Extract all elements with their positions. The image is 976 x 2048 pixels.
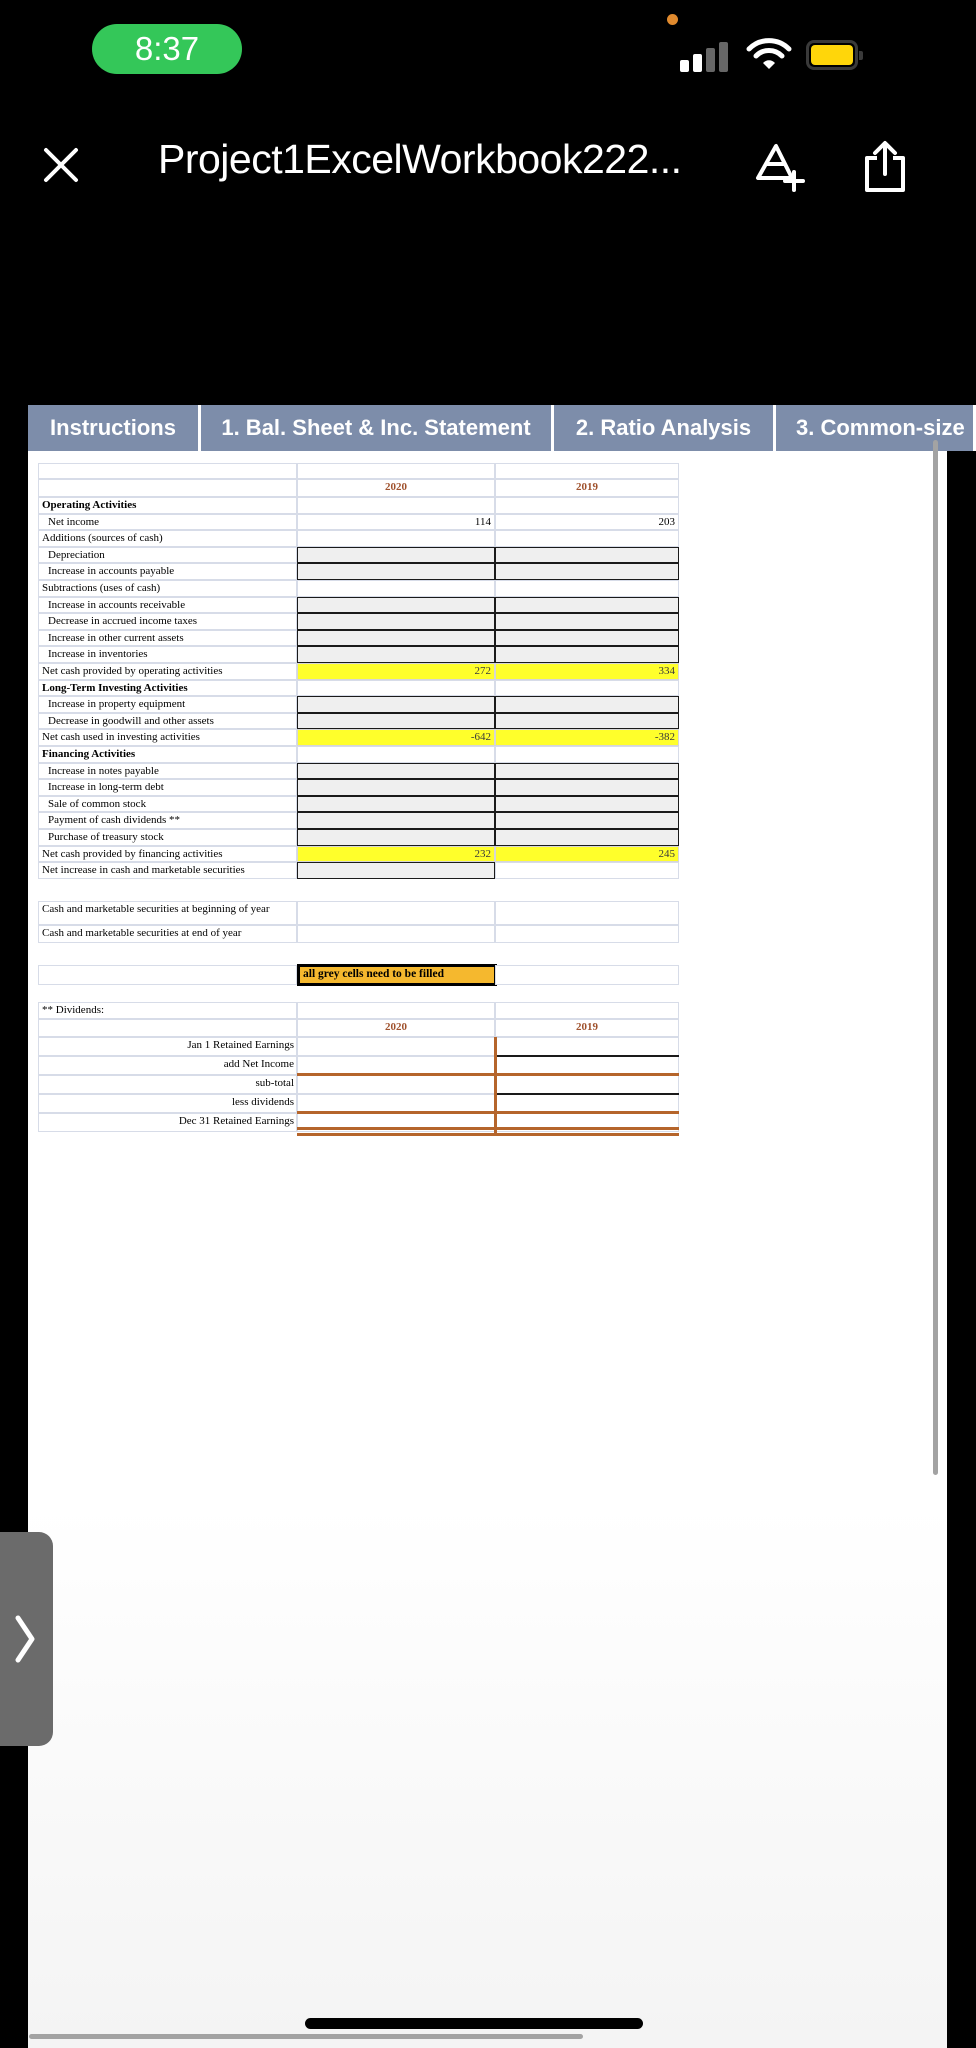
- value-cell-2019[interactable]: [495, 829, 679, 846]
- blank-cell[interactable]: [495, 1002, 679, 1019]
- home-indicator: [305, 2018, 643, 2029]
- add-person-icon[interactable]: [752, 140, 806, 194]
- value-cell-2020[interactable]: [297, 796, 495, 812]
- dividend-row-label[interactable]: Dec 31 Retained Earnings: [38, 1113, 297, 1132]
- row-label[interactable]: Increase in long-term debt: [38, 779, 297, 796]
- cellular-signal-icon: [680, 40, 730, 72]
- fill-note-cell[interactable]: all grey cells need to be filled: [297, 964, 497, 986]
- value-cell-2019[interactable]: [495, 530, 679, 547]
- row-label[interactable]: Net cash used in investing activities: [38, 729, 297, 746]
- cell-border: [297, 1111, 679, 1114]
- value-cell-2019[interactable]: [495, 696, 679, 713]
- dividend-row-label[interactable]: less dividends: [38, 1094, 297, 1113]
- year-header-2019[interactable]: 2019: [495, 1019, 679, 1037]
- row-label[interactable]: Operating Activities: [38, 497, 297, 514]
- value-cell-2020[interactable]: [297, 597, 495, 613]
- row-label[interactable]: Increase in accounts payable: [38, 563, 297, 580]
- row-label[interactable]: Net cash provided by financing activities: [38, 846, 297, 862]
- value-cell-2020[interactable]: -642: [297, 729, 495, 746]
- cash-flow-grid: [28, 405, 947, 1505]
- cell-border: [495, 1055, 679, 1057]
- row-label[interactable]: Subtractions (uses of cash): [38, 580, 297, 597]
- value-cell-2020[interactable]: [297, 901, 495, 925]
- dividend-cell-2020[interactable]: [297, 1037, 495, 1056]
- row-label[interactable]: Net income: [38, 514, 297, 530]
- blank-cell[interactable]: [38, 965, 297, 985]
- row-label[interactable]: Decrease in accrued income taxes: [38, 613, 297, 630]
- value-cell-2019[interactable]: [495, 779, 679, 796]
- row-label[interactable]: Increase in other current assets: [38, 630, 297, 646]
- value-cell-2019[interactable]: [495, 901, 679, 925]
- value-cell-2019[interactable]: [495, 613, 679, 630]
- value-cell-2019[interactable]: [495, 497, 679, 514]
- close-icon[interactable]: [36, 140, 86, 190]
- row-label[interactable]: Increase in notes payable: [38, 763, 297, 779]
- value-cell-2019[interactable]: [495, 563, 679, 580]
- row-label[interactable]: Increase in inventories: [38, 646, 297, 663]
- value-cell-2020[interactable]: [297, 779, 495, 796]
- dividend-row-label[interactable]: Jan 1 Retained Earnings: [38, 1037, 297, 1056]
- share-icon[interactable]: [862, 140, 908, 194]
- row-label[interactable]: Net increase in cash and marketable securities: [38, 862, 297, 879]
- blank-cell[interactable]: [495, 862, 679, 879]
- value-cell-2019[interactable]: -382: [495, 729, 679, 746]
- row-label[interactable]: Additions (sources of cash): [38, 530, 297, 547]
- value-cell-2020[interactable]: [297, 763, 495, 779]
- value-cell-2019[interactable]: [495, 763, 679, 779]
- value-cell-2020[interactable]: [297, 580, 495, 597]
- value-cell-2020[interactable]: [297, 497, 495, 514]
- value-cell-2020[interactable]: [297, 547, 495, 563]
- value-cell-2020[interactable]: [297, 563, 495, 580]
- vertical-scrollbar[interactable]: [933, 440, 938, 1475]
- dividend-cell-2020[interactable]: [297, 1075, 495, 1094]
- value-cell-2020[interactable]: 114: [297, 514, 495, 530]
- value-cell-2019[interactable]: [495, 630, 679, 646]
- tab-balance-sheet[interactable]: 1. Bal. Sheet & Inc. Statement: [201, 405, 554, 451]
- value-cell-2020[interactable]: [297, 812, 495, 829]
- value-cell-2020[interactable]: [297, 696, 495, 713]
- row-label[interactable]: Increase in accounts receivable: [38, 597, 297, 613]
- value-cell-2019[interactable]: [495, 812, 679, 829]
- blank-cell[interactable]: [495, 965, 679, 985]
- mic-indicator-dot: [667, 14, 678, 25]
- value-cell-2019[interactable]: [495, 925, 679, 943]
- row-label[interactable]: Depreciation: [38, 547, 297, 563]
- blank-cell[interactable]: [297, 1002, 495, 1019]
- row-label[interactable]: Sale of common stock: [38, 796, 297, 812]
- dividend-row-label[interactable]: add Net Income: [38, 1056, 297, 1075]
- row-label[interactable]: Cash and marketable securities at beginning of year: [38, 901, 297, 925]
- value-cell-2019[interactable]: [495, 746, 679, 763]
- blank-cell[interactable]: [297, 463, 495, 479]
- value-cell-2019[interactable]: [495, 597, 679, 613]
- value-cell-2020[interactable]: [297, 646, 495, 663]
- value-cell-2020[interactable]: [297, 680, 495, 696]
- row-label[interactable]: Purchase of treasury stock: [38, 829, 297, 846]
- cell-border: [297, 1127, 679, 1130]
- side-panel-handle[interactable]: [0, 1532, 53, 1746]
- tab-ratio-analysis[interactable]: 2. Ratio Analysis: [554, 405, 776, 451]
- value-cell-2019[interactable]: [495, 646, 679, 663]
- value-cell-2020[interactable]: 232: [297, 846, 495, 862]
- row-label[interactable]: Financing Activities: [38, 746, 297, 763]
- value-cell-2019[interactable]: 203: [495, 514, 679, 530]
- value-cell-2020[interactable]: [297, 925, 495, 943]
- cell-border: [495, 1093, 679, 1095]
- row-label[interactable]: Increase in property equipment: [38, 696, 297, 713]
- year-header-2019[interactable]: 2019: [495, 479, 679, 497]
- value-cell-2019[interactable]: [495, 547, 679, 563]
- row-label[interactable]: Payment of cash dividends **: [38, 812, 297, 829]
- dividend-cell-2019[interactable]: [495, 1075, 679, 1094]
- year-header-2020[interactable]: 2020: [297, 1019, 495, 1037]
- status-time: 8:37: [92, 24, 242, 74]
- document-title: Project1ExcelWorkbook222...: [158, 136, 682, 182]
- blank-cell[interactable]: [38, 479, 297, 497]
- tab-instructions[interactable]: Instructions: [28, 405, 201, 451]
- blank-cell[interactable]: [38, 463, 297, 479]
- value-cell-2020[interactable]: [297, 713, 495, 729]
- value-cell-2019[interactable]: 245: [495, 846, 679, 862]
- row-label[interactable]: Net cash provided by operating activities: [38, 663, 297, 680]
- row-label[interactable]: Cash and marketable securities at end of year: [38, 925, 297, 943]
- dividend-row-label[interactable]: sub-total: [38, 1075, 297, 1094]
- value-cell-2020[interactable]: [297, 862, 495, 879]
- value-cell-2019[interactable]: [495, 713, 679, 729]
- value-cell-2019[interactable]: 334: [495, 663, 679, 680]
- tab-common-size[interactable]: 3. Common-size: [776, 405, 976, 451]
- spreadsheet-view[interactable]: [28, 405, 965, 2048]
- year-header-2020[interactable]: 2020: [297, 479, 495, 497]
- dividend-cell-2019[interactable]: [495, 1037, 679, 1056]
- value-cell-2020[interactable]: [297, 746, 495, 763]
- horizontal-scrollbar[interactable]: [29, 2034, 583, 2039]
- value-cell-2020[interactable]: [297, 530, 495, 547]
- battery-icon: [806, 40, 858, 70]
- value-cell-2019[interactable]: [495, 580, 679, 597]
- value-cell-2019[interactable]: [495, 680, 679, 696]
- value-cell-2020[interactable]: [297, 613, 495, 630]
- chevron-right-icon: [0, 1532, 53, 1746]
- wifi-icon: [746, 36, 792, 72]
- cell-border: [494, 1037, 497, 1135]
- blank-cell[interactable]: [495, 463, 679, 479]
- row-label[interactable]: Long-Term Investing Activities: [38, 680, 297, 696]
- value-cell-2020[interactable]: [297, 630, 495, 646]
- value-cell-2020[interactable]: [297, 829, 495, 846]
- value-cell-2019[interactable]: [495, 796, 679, 812]
- value-cell-2020[interactable]: 272: [297, 663, 495, 680]
- cell-border: [297, 1133, 679, 1136]
- cell-border: [297, 1073, 679, 1076]
- blank-cell[interactable]: [38, 1019, 297, 1037]
- row-label[interactable]: Decrease in goodwill and other assets: [38, 713, 297, 729]
- dividends-title[interactable]: ** Dividends:: [38, 1002, 297, 1019]
